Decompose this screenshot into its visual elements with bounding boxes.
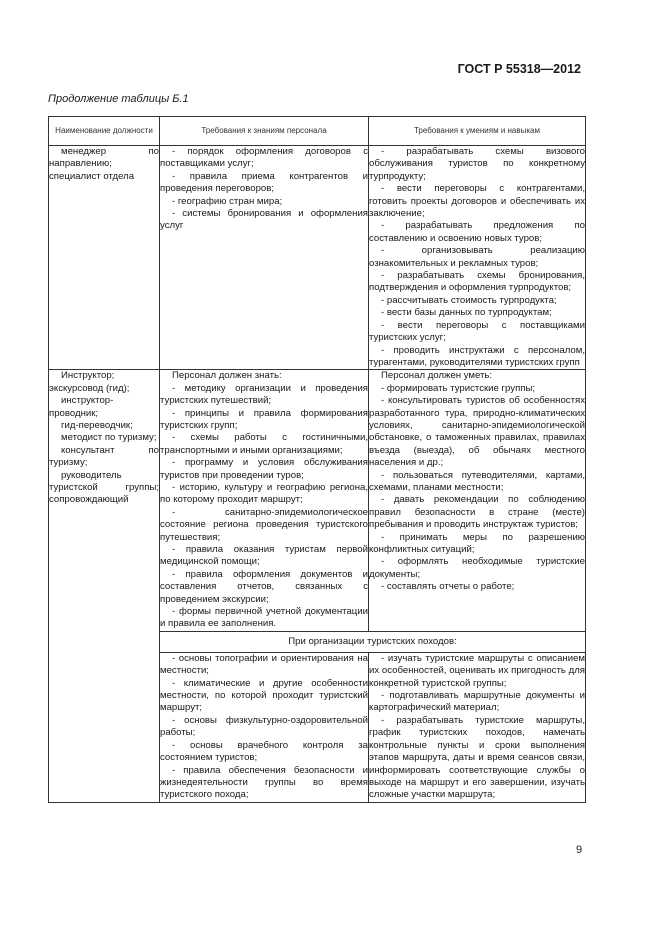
page-number: 9 xyxy=(576,844,583,856)
knowledge-item: - схемы работы с гостиничными, транспортными и иными организациями; xyxy=(160,432,368,456)
knowledge-item: - географию стран мира; xyxy=(172,195,283,207)
knowledge-item: - правила обеспечения безопасности и жизнедеятельности группы во время туристского похода; xyxy=(160,764,368,801)
position-text: менеджер по направлению; xyxy=(49,146,159,170)
skill-item: - вести переговоры с контрагентами, готовить проекты договоров и обеспечивать их заключение; xyxy=(369,183,585,220)
table-row xyxy=(49,146,586,370)
skill-item: - давать рекомендации по соблюдению правил безопасности в стране (месте) пребывания и проводить инструктаж туристов; xyxy=(369,494,585,531)
skill-item: - изучать туристские маршруты с описанием их особенностей, оценивать их пригодность для конкретной туристской группы; xyxy=(369,652,585,689)
standard-id: ГОСТ Р 55318—2012 xyxy=(457,62,581,76)
skill-item: - принимать меры по разрешению конфликтных ситуаций; xyxy=(369,531,585,555)
knowledge-item: - основы врачебного контроля за состоянием туристов; xyxy=(160,739,368,764)
skill-item: - организовывать реализацию ознакомительных и рекламных туров; xyxy=(369,245,585,269)
position-cell xyxy=(49,370,160,802)
skill-item: - разрабатывать туристские маршруты, график туристских походов, намечать контрольные пункты и сроки выполнения этапов маршрута, даты и время сеансов связи, информировать соответствующие службы о выходе на маршрут и его завершении, изучать сложные участки маршрута; xyxy=(369,714,585,801)
table-row xyxy=(49,370,586,632)
position-text: инструктор-проводник; xyxy=(49,395,114,419)
column-header: Требования к знаниям персонала xyxy=(160,117,369,146)
subheader-cell: При организации туристских походов: xyxy=(160,631,586,652)
knowledge-item: - порядок оформления договоров с поставщиками услуг; xyxy=(160,146,368,170)
knowledge-item: - правила оформления документов и составления отчетов, связанных с проведением экскурсии; xyxy=(160,568,368,605)
skill-item: - вести переговоры с поставщиками туристских услуг; xyxy=(369,319,585,344)
skill-item: - консультировать туристов об особенностях разработанного тура, природно-климатических условиях, санитарно-эпидемиологической обстановке, о таможенных правилах, правилах въезда (выезда), об обычаях местного населения и др.; xyxy=(369,395,585,469)
position-text: консультант по туризму; xyxy=(49,444,159,469)
skills-cell xyxy=(369,652,586,802)
knowledge-item: - формы первичной учетной документации и правила ее заполнения. xyxy=(160,606,368,630)
knowledge-cell xyxy=(160,652,369,802)
knowledge-item: - методику организации и проведения туристских путешествий; xyxy=(160,382,368,407)
position-text: руководитель туристской группы; сопровождающий xyxy=(49,469,159,506)
skill-item: - рассчитывать стоимость турпродукта; xyxy=(381,294,557,306)
requirements-table xyxy=(48,116,586,803)
skill-item: - формировать туристские группы; xyxy=(381,382,536,394)
knowledge-intro: Персонал должен знать: xyxy=(172,370,282,382)
skill-item: - разрабатывать предложения по составлению и освоению новых туров; xyxy=(369,220,585,244)
skill-item: - разрабатывать схемы бронирования, подтверждения и оформления турпродуктов; xyxy=(369,270,585,294)
skill-item: - проводить инструктажи с персоналом, турагентами, руководителями туристских групп xyxy=(369,344,585,368)
position-text: гид-переводчик; xyxy=(61,419,133,431)
skill-item: - составлять отчеты о работе; xyxy=(381,581,515,593)
knowledge-item: - принципы и правила формирования туристских групп; xyxy=(160,407,368,431)
skills-cell xyxy=(369,146,586,370)
column-header: Наименование должности xyxy=(49,117,160,146)
position-text: Инструктор; экскурсовод (гид); xyxy=(49,370,130,394)
skill-item: - пользоваться путеводителями, картами, схемами, планами местности; xyxy=(369,469,585,493)
knowledge-cell xyxy=(160,370,369,632)
skills-intro: Персонал должен уметь: xyxy=(381,370,493,382)
knowledge-item: - правила приема контрагентов и проведения переговоров; xyxy=(160,170,368,195)
knowledge-item: - основы топографии и ориентирования на местности; xyxy=(160,652,368,677)
skill-item: - разрабатывать схемы визового обслуживания туристов по конкретному турпродукту; xyxy=(369,146,585,182)
skills-cell xyxy=(369,370,586,632)
knowledge-item: - правила оказания туристам первой медицинской помощи; xyxy=(160,544,368,568)
knowledge-cell xyxy=(160,146,369,370)
table-header-row xyxy=(49,117,586,146)
skill-item: - подготавливать маршрутные документы и картографический материал; xyxy=(369,690,585,714)
position-text: методист по туризму; xyxy=(61,432,157,444)
knowledge-item: - историю, культуру и географию региона, по которому проходит маршрут; xyxy=(160,481,368,506)
knowledge-item: - санитарно-эпидемиологическое состояние региона проведения туристского путешествия; xyxy=(160,506,368,543)
skill-item: - вести базы данных по турпродуктам; xyxy=(381,307,552,319)
knowledge-item: - климатические и другие особенности местности, по которой проходит туристский маршрут; xyxy=(160,677,368,714)
column-header: Требования к умениям и навыкам xyxy=(369,117,586,146)
position-text: специалист отдела xyxy=(49,170,135,182)
knowledge-item: - основы физкультурно-оздоровительной работы; xyxy=(160,714,368,739)
knowledge-item: - системы бронирования и оформления услуг xyxy=(160,208,368,232)
table-caption: Продолжение таблицы Б.1 xyxy=(48,93,189,105)
skill-item: - оформлять необходимые туристские документы; xyxy=(369,556,585,580)
position-cell xyxy=(49,146,160,370)
knowledge-item: - программу и условия обслуживания туристов при проведении туров; xyxy=(160,457,368,481)
